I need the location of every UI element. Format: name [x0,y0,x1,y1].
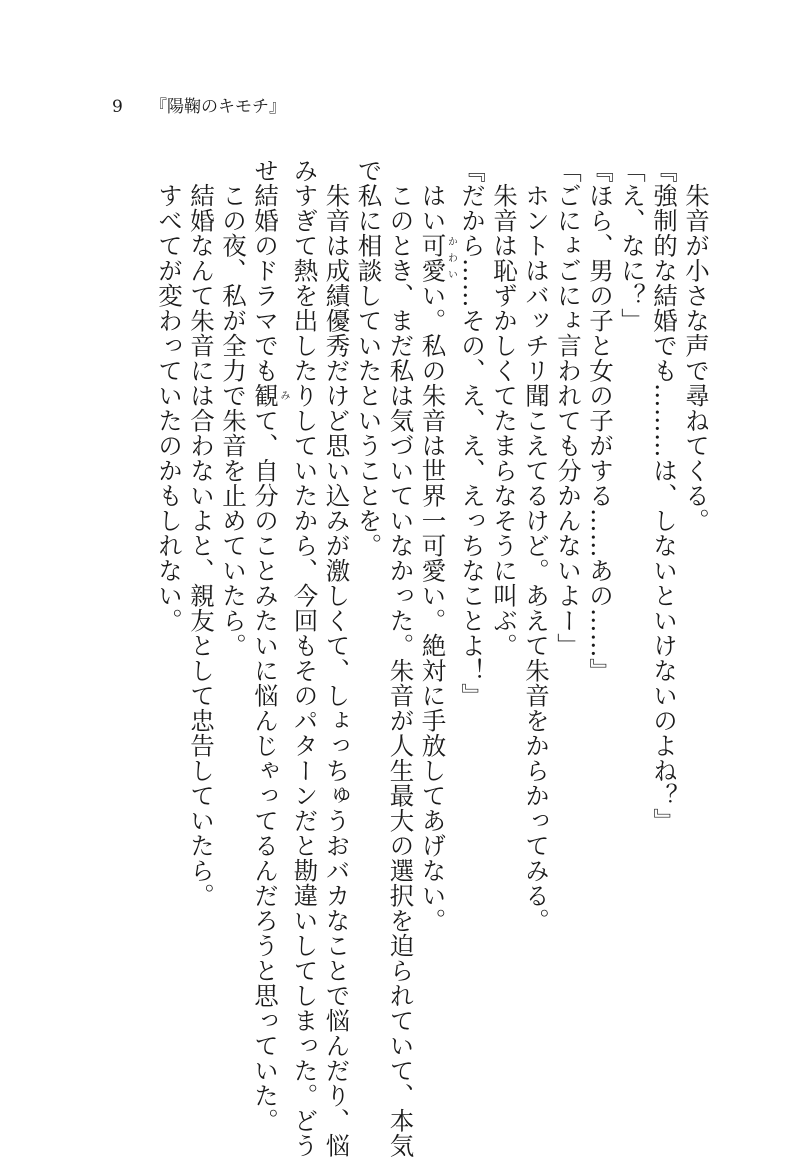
text-line-ruby-mi: せ結婚のドラマでも観みて、自分のことみたいに悩んじゃってるんだろうと思っていた。 [251,158,289,1133]
text-line: 朱音は成績優秀だけど思い込みが激しくて、しょっちゅうおバカなことで悩んだり、悩 [322,182,352,1158]
page-number: 9 [112,97,123,117]
text-line: このとき、まだ私は気づいていなかった。朱音が人生最大の選択を迫られていて、本気 [386,182,416,1158]
text-line: 『ほら、男の子と女の子がする……あの……』 [586,158,615,683]
chapter-title: 『陽鞠のキモチ』 [150,97,286,117]
body-text [98,158,712,1158]
text-line: 「え、なに？」 [618,158,647,333]
text-line: すべてが変わっていたのかもしれない。 [155,182,184,633]
text-line: 結婚なんて朱音には合わないよと、親友として忠告していたら。 [187,182,216,908]
text-line: 『強制的な結婚でも………は、しないといけないのよね？』 [650,158,679,833]
text-line: みすぎて熱を出したりしていたから、今回もそのパターンだと勘違いしてしまった。どう [290,158,320,1158]
text-line: この夜、私が全力で朱音を止めていたら。 [219,182,248,658]
text-line: 朱音は恥ずかしくてたまらなそうに叫ぶ。 [490,182,519,658]
text-line: で私に相談していたということを。 [354,158,384,558]
text-line: ホントはバッチリ聞こえてるけど。あえて朱音をからかってみる。 [522,182,551,933]
furigana: 可愛かわい [418,232,457,283]
text-line: 朱音が小さな声で尋ねてくる。 [682,182,711,533]
text-line-ruby-kawai: はい可愛かわいい。私の朱音は世界一可愛い。絶対に手放してあげない。 [418,182,457,933]
text-line: 「ごにょごにょ言われても分かんないよー」 [554,158,583,658]
text-line: 『だから……その、え、え、えっちなことよ！』 [458,158,487,708]
furigana: 観み [251,383,289,408]
